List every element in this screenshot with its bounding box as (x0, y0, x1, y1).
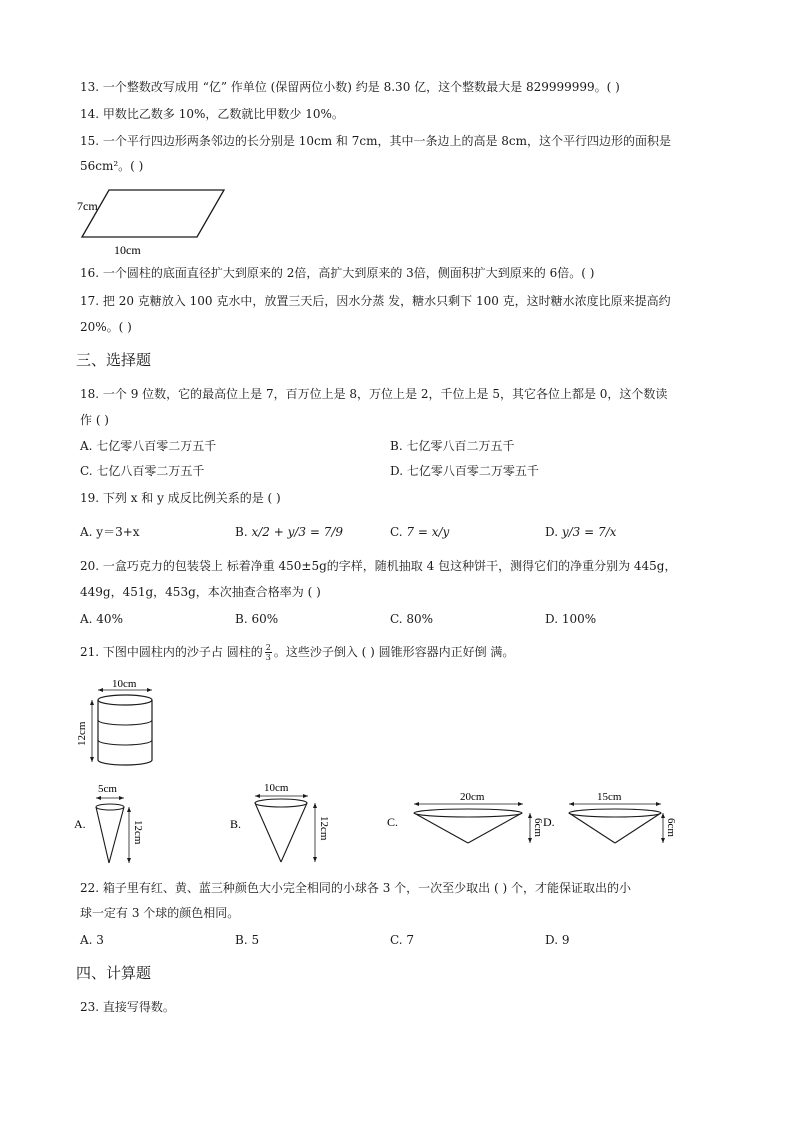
parallelogram-figure (72, 182, 232, 260)
q19-option-b[interactable] (235, 524, 343, 540)
question-23: 23. 直接写得数。 (80, 1000, 175, 1014)
cylinder-figure (70, 676, 170, 770)
q18-option-b[interactable]: B. 七亿零八百二万五千 (390, 439, 515, 453)
question-18-line-1: 18. 一个 9 位数，它的最高位上是 7，百万位上是 8，万位上是 2，千位上是 5，其它各位上都是 0，这个数读 (80, 387, 668, 401)
question-22-line-2: 球一定有 3 个球的颜色相同。 (80, 906, 240, 920)
q19-option-d-letter: D. (545, 525, 562, 539)
cone-d-letter: D. (543, 815, 555, 829)
section-heading-choice: 三、选择题 (76, 351, 152, 369)
question-21 (80, 643, 514, 662)
q22-option-b[interactable]: B. 5 (235, 933, 260, 947)
q18-option-d[interactable]: D. 七亿零八百零二万零五千 (390, 464, 539, 478)
q19-option-b-formula: x/2 + y/3 = 7/9 (251, 525, 344, 539)
q20-option-d[interactable]: D. 100% (545, 612, 597, 626)
question-14: 14. 甲数比乙数多 10%，乙数就比甲数少 10%。 (80, 107, 344, 121)
cone-c-figure[interactable] (385, 788, 545, 858)
question-21-text-after: 。这些沙子倒入 ( ) 圆锥形容器内正好倒 满。 (273, 645, 515, 659)
q19-option-c[interactable] (390, 524, 449, 540)
question-15-line-1: 15. 一个平行四边形两条邻边的长分别是 10cm 和 7cm，其中一条边上的高是 8cm，这个平行四边形的面积是 (80, 134, 671, 148)
cone-d-diameter-label: 15cm (597, 791, 622, 803)
question-20-line-1: 20. 一盒巧克力的包装袋上 标着净重 450±5g的字样，随机抽取 4 包这种饼干，测得它们的净重分别为 445g， (80, 559, 677, 573)
cone-d-height-label: 6cm (665, 818, 677, 837)
question-19: 19. 下列 x 和 y 成反比例关系的是 ( ) (80, 491, 281, 505)
q19-option-a[interactable]: A. y＝3+x (80, 525, 140, 539)
question-17-line-2: 20%。( ) (80, 320, 132, 334)
question-16: 16. 一个圆柱的底面直径扩大到原来的 2倍，高扩大到原来的 3倍，侧面积扩大到原来的 6倍。( ) (80, 266, 595, 280)
cone-c-diameter-label: 20cm (460, 791, 485, 803)
parallelogram-side-label: 7cm (77, 199, 98, 213)
q20-option-a[interactable]: A. 40% (80, 612, 123, 626)
question-17-line-1: 17. 把 20 克糖放入 100 克水中，放置三天后，因水分蒸 发，糖水只剩下 100 克，这时糖水浓度比原来提高约 (80, 294, 671, 308)
fraction-numerator: 2 (265, 643, 271, 652)
cone-c-letter: C. (387, 815, 399, 829)
cone-b-letter: B. (230, 817, 242, 831)
question-15-line-2: 56cm²。( ) (80, 159, 144, 173)
cone-d-figure[interactable] (541, 788, 686, 858)
cone-b-figure[interactable] (228, 778, 338, 870)
cone-a-letter: A. (74, 817, 86, 831)
q22-option-d[interactable]: D. 9 (545, 933, 570, 947)
cone-c-height-label: 6cm (532, 818, 544, 837)
question-18-line-2: 作 ( ) (80, 413, 109, 427)
cone-a-height-label: 12cm (132, 820, 144, 845)
cone-a-figure[interactable] (72, 778, 162, 870)
q19-option-c-letter: C. (390, 525, 407, 539)
cone-b-diameter-label: 10cm (264, 782, 289, 794)
cylinder-height-label: 12cm (76, 721, 88, 746)
fraction-denominator: 3 (265, 653, 271, 662)
parallelogram-base-label: 10cm (114, 243, 141, 257)
q20-option-b[interactable]: B. 60% (235, 612, 279, 626)
cone-a-diameter-label: 5cm (98, 783, 117, 795)
q19-option-c-formula: 7 = x/y (406, 525, 450, 539)
question-13: 13. 一个整数改写成用 “亿” 作单位 (保留两位小数) 约是 8.30 亿，这个整数最大是 829999999。( ) (80, 80, 620, 94)
cone-b-height-label: 12cm (318, 816, 330, 841)
q18-option-c[interactable]: C. 七亿八百零二万五千 (80, 464, 205, 478)
q19-option-b-letter: B. (235, 525, 252, 539)
question-21-text-before: 21. 下图中圆柱内的沙子占 圆柱的 (80, 645, 263, 659)
q22-option-c[interactable]: C. 7 (390, 933, 415, 947)
q22-option-a[interactable]: A. 3 (80, 933, 104, 947)
q20-option-c[interactable]: C. 80% (390, 612, 434, 626)
question-22-line-1: 22. 箱子里有红、黄、蓝三种颜色大小完全相同的小球各 3 个，一次至少取出 ( ) 个，才能保证取出的小 (80, 881, 631, 895)
question-21-fraction (265, 643, 272, 662)
question-20-line-2: 449g，451g，453g，本次抽查合格率为 ( ) (80, 585, 321, 599)
section-heading-calculation: 四、计算题 (76, 964, 152, 982)
parallelogram-shape (82, 190, 224, 237)
cylinder-diameter-label: 10cm (112, 678, 137, 690)
q18-option-a[interactable]: A. 七亿零八百零二万五千 (80, 439, 217, 453)
q19-option-d[interactable] (545, 524, 616, 540)
q19-option-d-formula: y/3 = 7/x (561, 525, 617, 539)
